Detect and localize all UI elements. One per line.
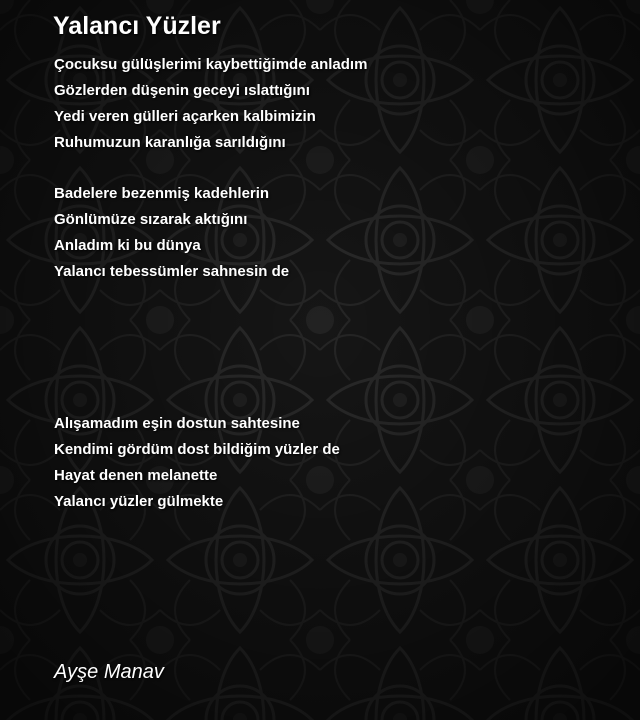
poem-line: Kendimi gördüm dost bildiğim yüzler de [54,441,340,458]
poem-line: Alışamadım eşin dostun sahtesine [54,415,300,432]
poem-title: Yalancı Yüzler [53,12,221,40]
poem-line: Yalancı yüzler gülmekte [54,493,224,510]
stanza-1 [54,52,367,156]
poem-line: Çocuksu gülüşlerimi kaybettiğimde anladım [54,56,368,73]
poem-line: Gönlümüze sızarak aktığını [54,211,248,228]
poem-line: Anladım ki bu dünya [54,237,201,254]
stanza-2 [54,181,289,285]
poem-line: Gözlerden düşenin geceyi ıslattığını [54,82,310,99]
poem-line: Hayat denen melanette [54,467,218,484]
poem-line: Ruhumuzun karanlığa sarıldığını [54,134,286,151]
poem-line: Yedi veren gülleri açarken kalbimizin [54,108,316,125]
poem-author: Ayşe Manav [54,661,164,683]
stanza-3 [54,411,340,515]
poem-line: Yalancı tebessümler sahnesin de [54,263,290,280]
poem-line: Badelere bezenmiş kadehlerin [54,185,270,202]
